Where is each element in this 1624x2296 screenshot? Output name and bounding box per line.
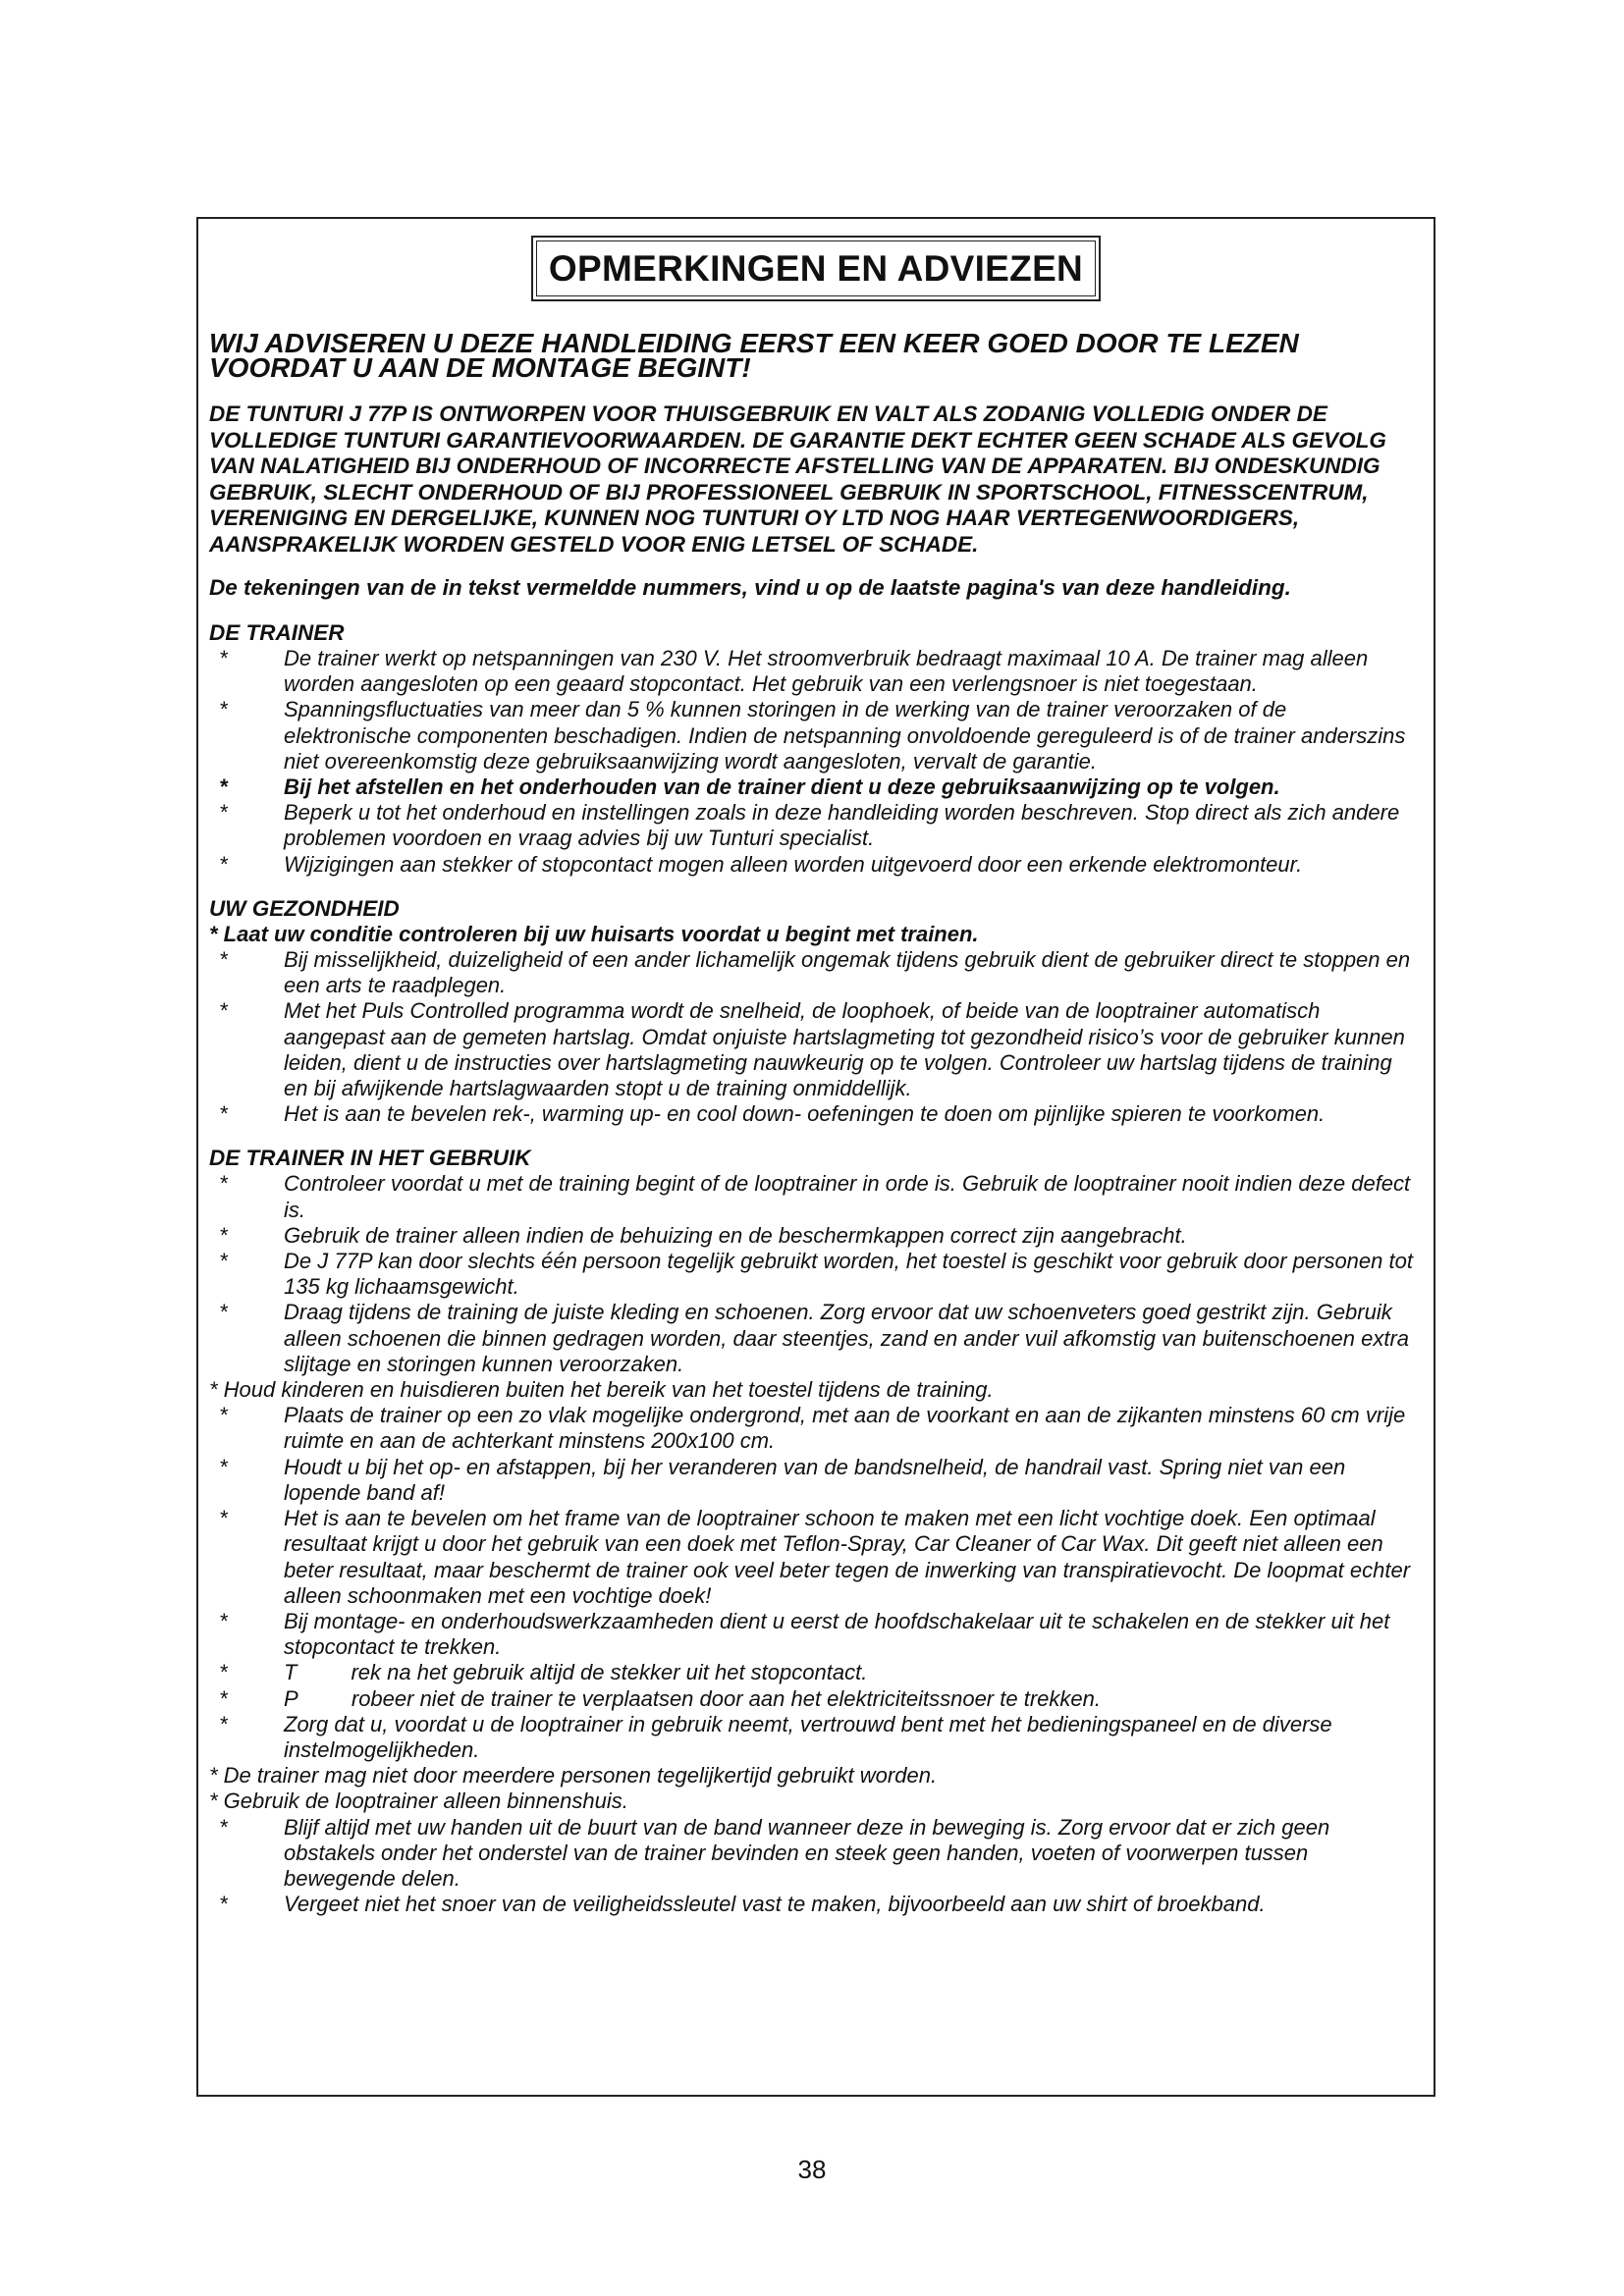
bullet: * bbox=[220, 1711, 229, 1736]
item-text: Spanningsfluctuaties van meer dan 5 % kunnen storingen in de werking van de trainer veroorzaken of de elektronische componenten beschadigen. Indien de netspanning onvoldoende gereguleerd is of de trainer anderszins niet overeenkomstig deze gebruiksaanwijzing wordt aangesloten, vervalt de garantie. bbox=[284, 697, 1406, 774]
item-text: P robeer niet de trainer te verplaatsen door aan het elektriciteitssnoer te trekken. bbox=[284, 1685, 1101, 1711]
title-box bbox=[531, 236, 1101, 301]
list-item bbox=[209, 1609, 1414, 1660]
warranty-notice: DE TUNTURI J 77P IS ONTWORPEN VOOR THUISGEBRUIK EN VALT ALS ZODANIG VOLLEDIG ONDER DE VOLLEDIGE TUNTURI GARANTIEVOORWAARDEN. DE GARANTIE DEKT ECHTER GEEN SCHADE ALS GEVOLG VAN NALATIGHEID BIJ ONDERHOUD OF INCORRECTE AFSTELLING VAN DE APPARATEN. BIJ ONDESKUNDIG GEBRUIK, SLECHT ONDERHOUD OF BIJ PROFESSIONEEL GEBRUIK IN SPORTSCHOOL, FITNESSCENTRUM, VERENIGING EN DERGELIJKE, KUNNEN NOG TUNTURI OY LTD NOG HAAR VERTEGENWOORDIGERS, AANSPRAKELIJK WORDEN GESTELD VOOR ENIG LETSEL OF SCHADE. bbox=[209, 401, 1386, 557]
intro-notice: WIJ ADVISEREN U DEZE HANDLEIDING EERST EEN KEER GOED DOOR TE LEZEN VOORDAT U AAN DE MONTAGE BEGINT! bbox=[209, 328, 1299, 383]
bullet: * bbox=[220, 1660, 229, 1685]
section-title-health: UW GEZONDHEID bbox=[209, 895, 400, 921]
section-usage bbox=[209, 1146, 1414, 1917]
list-item: * De trainer mag niet door meerdere personen tegelijkertijd gebruikt worden. bbox=[209, 1763, 938, 1789]
title-wrap bbox=[198, 236, 1434, 301]
content bbox=[209, 328, 1414, 1936]
section-title-usage: DE TRAINER IN HET GEBRUIK bbox=[209, 1146, 531, 1171]
item-text: Plaats de trainer op een zo vlak mogelijke ondergrond, met aan de voorkant en aan de zijkanten minstens 60 cm vrije ruimte en aan de achterkant minstens 200x100 cm. bbox=[284, 1403, 1406, 1454]
list-item bbox=[209, 1101, 1414, 1127]
bullet: * bbox=[220, 1454, 229, 1479]
item-text: Houdt u bij het op- en afstappen, bij her veranderen van de bandsnelheid, de handrail vast. Spring niet van een lopende band af! bbox=[284, 1454, 1346, 1505]
item-text: Het is aan te bevelen om het frame van de looptrainer schoon te maken met een licht vochtige doek. Een optimaal resultaat krijgt u door het gebruik van een doek met Teflon-Spray, Car Cleaner of Car Wax. Dit geeft niet alleen een beter resultaat, maar beschermt de trainer ook veel beter tegen de inwerking van transpiratievocht. De loopmat echter alleen schoonmaken met een vochtige doek! bbox=[284, 1506, 1411, 1608]
bullet: * bbox=[220, 697, 229, 722]
bullet: * bbox=[220, 851, 229, 877]
trainer-list bbox=[209, 646, 1414, 878]
item-text: De trainer werkt op netspanningen van 230 V. Het stroomverbruik bedraagt maximaal 10 A. De trainer mag alleen worden aangesloten op een geaard stopcontact. Het gebruik van een verlengsnoer is niet toegestaan. bbox=[284, 646, 1369, 697]
bullet: * bbox=[220, 800, 229, 826]
bullet: * bbox=[220, 1171, 229, 1197]
list-item bbox=[209, 852, 1414, 878]
item-text: Blijf altijd met uw handen uit de buurt van de band wanneer deze in beweging is. Zorg ervoor dat er zich geen obstakels onder het onderstel van de trainer bevinden en steek geen handen, voeten of voorwerpen tussen bewegende delen. bbox=[284, 1814, 1330, 1891]
bullet: * bbox=[220, 1101, 229, 1127]
list-item bbox=[209, 1660, 1414, 1685]
item-text: Met het Puls Controlled programma wordt de snelheid, de loophoek, of beide van de looptrainer automatisch aangepast aan de gemeten hartslag. Omdat onjuiste hartslagmeting tot gezondheid risico’s voor de gebruiker kunnen leiden, dient u de instructies over hartslagmeting nauwkeurig op te volgen. Controleer uw hartslag tijdens de training en bij afwijkende hartslagwaarden stopt u de training onmiddellijk. bbox=[284, 998, 1405, 1101]
list-item bbox=[209, 947, 1414, 998]
bullet: * bbox=[220, 1222, 229, 1248]
item-text: Vergeet niet het snoer van de veiligheidssleutel vast te maken, bijvoorbeeld aan uw shirt of broekband. bbox=[284, 1892, 1266, 1917]
item-text: Bij montage- en onderhoudswerkzaamheden dient u eerst de hoofdschakelaar uit te schakelen en de stekker uit het stopcontact te trekken. bbox=[284, 1608, 1390, 1660]
item-text: Wijzigingen aan stekker of stopcontact mogen alleen worden uitgevoerd door een erkende elektromonteur. bbox=[284, 851, 1303, 877]
bullet: * bbox=[220, 1300, 229, 1325]
item-text: Draag tijdens de training de juiste kleding en schoenen. Zorg ervoor dat uw schoenveters goed gestrikt zijn. Gebruik alleen schoenen die binnen gedragen worden, daar steentjes, zand en ander vuil afkomstig van buitenschoenen extra slijtage en storingen kunnen veroorzaken. bbox=[284, 1300, 1410, 1376]
item-text: De J 77P kan door slechts één persoon tegelijk gebruikt worden, het toestel is geschikt voor gebruik door personen tot 135 kg lichaamsgewicht. bbox=[284, 1249, 1413, 1300]
drawings-note: De tekeningen van de in tekst vermeldde nummers, vind u op de laatste pagina's van deze handleiding. bbox=[209, 575, 1291, 600]
bullet: * bbox=[220, 774, 229, 800]
list-item bbox=[209, 1686, 1414, 1712]
list-item bbox=[209, 697, 1414, 774]
bullet: * bbox=[220, 1814, 229, 1840]
page-number: 38 bbox=[797, 2155, 827, 2184]
list-item bbox=[209, 646, 1414, 697]
bullet: * bbox=[220, 998, 229, 1024]
list-item: * Houd kinderen en huisdieren buiten het bereik van het toestel tijdens de training. bbox=[209, 1377, 994, 1403]
bullet: * bbox=[220, 1892, 229, 1917]
bullet: * bbox=[220, 1506, 229, 1531]
health-list bbox=[209, 922, 1414, 1128]
bullet: * bbox=[220, 646, 229, 670]
page-title: OPMERKINGEN EN ADVIEZEN bbox=[536, 240, 1096, 296]
list-item bbox=[209, 774, 1414, 800]
list-item bbox=[209, 1249, 1414, 1300]
list-item bbox=[209, 1712, 1414, 1763]
usage-list bbox=[209, 1171, 1414, 1917]
item-text: Het is aan te bevelen rek-, warming up- en cool down- oefeningen te doen om pijnlijke spieren te voorkomen. bbox=[284, 1101, 1326, 1127]
bullet: * bbox=[220, 1608, 229, 1633]
list-item bbox=[209, 800, 1414, 851]
section-trainer bbox=[209, 620, 1414, 878]
item-text: Gebruik de trainer alleen indien de behuizing en de beschermkappen correct zijn aangebracht. bbox=[284, 1222, 1187, 1248]
section-title-trainer: DE TRAINER bbox=[209, 620, 345, 645]
item-text: T rek na het gebruik altijd de stekker uit het stopcontact. bbox=[284, 1660, 868, 1685]
item-text: Controleer voordat u met de training begint of de looptrainer in orde is. Gebruik de looptrainer nooit indien deze defect is. bbox=[284, 1171, 1411, 1222]
bullet: * bbox=[220, 1249, 229, 1274]
section-health bbox=[209, 896, 1414, 1128]
list-item bbox=[209, 1506, 1414, 1609]
item-text: Zorg dat u, voordat u de looptrainer in gebruik neemt, vertrouwd bent met het bedieningspaneel en de diverse instelmogelijkheden. bbox=[284, 1711, 1332, 1762]
health-lead: * Laat uw conditie controleren bij uw huisarts voordat u begint met trainen. bbox=[209, 921, 979, 946]
list-item bbox=[209, 1815, 1414, 1893]
list-item bbox=[209, 1455, 1414, 1506]
notice-frame bbox=[196, 217, 1435, 2097]
item-text: Bij het afstellen en het onderhouden van de trainer dient u deze gebruiksaanwijzing op te volgen. bbox=[284, 774, 1280, 800]
list-item bbox=[209, 1403, 1414, 1454]
item-text: Beperk u tot het onderhoud en instellingen zoals in deze handleiding worden beschreven. Stop direct als zich andere problemen voordoen en vraag advies bij uw Tunturi specialist. bbox=[284, 800, 1400, 851]
list-item bbox=[209, 1223, 1414, 1249]
list-item bbox=[209, 1300, 1414, 1377]
list-item bbox=[209, 1892, 1414, 1917]
bullet: * bbox=[220, 1685, 229, 1711]
list-item bbox=[209, 1171, 1414, 1222]
list-item: * Gebruik de looptrainer alleen binnenshuis. bbox=[209, 1789, 628, 1814]
list-item bbox=[209, 998, 1414, 1101]
item-text: Bij misselijkheid, duizeligheid of een ander lichamelijk ongemak tijdens gebruik dient de gebruiker direct te stoppen en een arts te raadplegen. bbox=[284, 947, 1411, 998]
bullet: * bbox=[220, 1403, 229, 1428]
bullet: * bbox=[220, 947, 229, 973]
